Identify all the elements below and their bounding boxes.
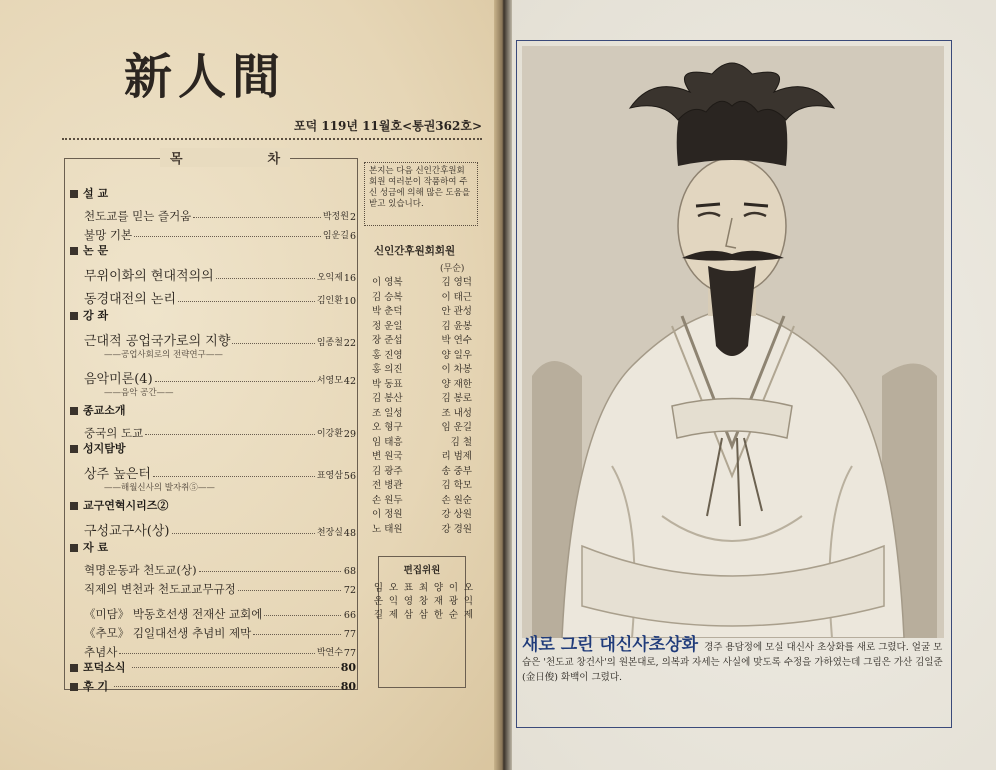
toc-entry [70,576,356,595]
section-bullet-icon [70,247,78,255]
magazine-masthead: 新人間 [124,49,287,105]
member-name: 이 태근 [441,291,472,303]
toc-leader-dots [114,686,339,687]
toc-leader-dots [253,634,341,635]
toc-section-name: 자 료 [83,541,109,554]
member-name: 박 춘덕 [372,306,403,317]
toc-entry-author: 표영삼 [316,471,343,481]
member-name: 송 중부 [441,465,472,477]
caption-title: 새로 그린 대신사초상화 [522,635,699,655]
member-name: 변 원국 [372,451,403,462]
toc-entry-title: 무위이화의 현대적의의 [84,269,214,284]
editors-title: 편집위원 [403,565,441,576]
committee-note: (무순) [440,264,465,274]
toc-entry-title: 구성교구사(상) [84,524,170,539]
member-name: 김 승복 [372,291,403,303]
toc-section-heading [70,306,356,325]
member-name: 정 운일 [372,320,403,332]
toc-entry-page: 68 [343,565,356,577]
toc-leader-dots [145,434,315,435]
toc-entry-title: 천도교를 믿는 즐거움 [84,208,192,223]
member-row [372,479,472,494]
member-name: 손 원두 [372,494,403,506]
toc-section-name: 후 기 [83,680,109,693]
member-row [372,349,472,364]
toc-entry-page: 48 [343,527,356,539]
toc-entry-page: 77 [343,628,356,640]
member-name: 안 관성 [441,306,472,317]
member-name: 강 경원 [441,523,472,535]
toc-entry-page: 6 [349,230,356,242]
member-name: 장 준섭 [372,335,403,346]
toc-heading-char-2: 차 [267,152,280,167]
toc-entry [70,601,356,620]
toc-entry [70,325,356,348]
member-row [372,508,472,523]
toc-section-heading [70,538,356,557]
member-row [372,421,472,436]
editor-name: 임운길 [371,582,383,623]
toc-leader-dots [199,571,341,572]
toc-leader-dots [238,590,341,591]
portrait-image [522,46,944,638]
toc-section-heading [70,658,356,677]
member-list [372,276,472,537]
committee-title: 신인간후원회회원 [374,245,456,257]
toc-entry-title: 중국의 도교 [84,425,144,440]
member-row [372,276,472,291]
toc-leader-dots [155,381,315,382]
toc-heading [160,148,290,167]
toc-entry-subtitle: ——음악 공간—— [104,388,174,399]
toc-section-heading [70,439,356,458]
table-of-contents [70,184,356,696]
toc-entry-page: 2 [349,211,356,223]
editor-name: 오익제 [461,582,473,623]
toc-entry [70,515,356,538]
toc-leader-dots [178,301,315,302]
member-row [372,291,472,306]
member-name: 김 윤봉 [441,320,472,332]
toc-leader-dots [153,476,315,477]
toc-entry-author: 오익제 [316,273,343,283]
portrait-illustration [522,46,944,638]
member-row [372,407,472,422]
section-bullet-icon [70,190,78,198]
member-row [372,363,472,378]
toc-entry [70,557,356,576]
toc-entry-title: 추념사 [84,644,118,659]
member-name: 김 학모 [441,480,472,491]
toc-heading-char-1: 목 [170,152,183,167]
editor-name: 오익제 [386,582,398,623]
toc-entry [70,363,356,386]
toc-leader-dots [232,343,314,344]
caption-text: 경주 용담정에 모실 대신사 초상화를 새로 그렸다. 얼굴 모습은 '천도교 창건사'의 원본대로, 의복과 자세는 사실에 맞도록 수정을 가하였는데 그림은 가산 김일준(金日俊) 화백이 그렸다. [522,642,943,683]
page-gutter [494,0,512,770]
toc-entry-title: 근대적 공업국가로의 지향 [84,334,231,349]
member-name: 김 광주 [372,465,403,477]
toc-section-name: 성지탐방 [83,442,126,455]
section-bullet-icon [70,544,78,552]
supporters-notice: 본지는 다음 신인간후원회 회원 여러분이 작품하여 주신 성금에 의해 많은 도움을 받고 있습니다. [364,162,478,226]
member-row [372,392,472,407]
editor-name: 최창삼 [416,582,428,623]
section-bullet-icon [70,312,78,320]
section-bullet-icon [70,407,78,415]
toc-section-name: 포덕소식 [83,661,126,674]
member-row [372,465,472,480]
member-name: 손 원순 [441,494,472,506]
toc-entry-title: 상주 높은터 [84,467,151,482]
member-name: 오 형구 [372,422,403,433]
member-row [372,305,472,320]
toc-leader-dots [132,667,339,668]
toc-entry-title: 《미담》 박동호선생 전재산 교회에 [84,606,263,621]
toc-entry-title: 음악미론(4) [84,372,153,387]
toc-leader-dots [193,217,321,218]
member-name: 전 병관 [372,480,403,491]
toc-entry-author: 박연수 [316,648,343,658]
toc-section-name: 설 교 [83,187,109,200]
toc-leader-dots [134,236,321,237]
member-name: 이 영복 [372,277,403,288]
toc-entry [70,203,356,222]
section-bullet-icon [70,664,78,672]
toc-entry-title: 혁명운동과 천도교(상) [84,562,197,577]
member-name: 양 일우 [441,349,472,361]
toc-entry-page: 29 [343,428,356,440]
toc-entry-author: 서영모 [316,376,343,386]
toc-entry-page: 77 [343,647,356,659]
toc-entry-subtitle: ——해월신사의 발자취⑤—— [104,483,215,494]
member-name: 강 상원 [441,509,472,520]
toc-entry-author: 천장실 [316,528,343,538]
editor-name: 양재한 [431,582,443,623]
member-name: 이 차봉 [441,364,472,375]
member-row [372,334,472,349]
toc-leader-dots [264,615,341,616]
dotted-divider [62,138,482,140]
member-row [372,450,472,465]
member-name: 이 정원 [372,509,403,520]
toc-section-name: 논 문 [83,244,109,257]
toc-entry [70,420,356,439]
toc-entry [70,620,356,639]
toc-section-heading [70,496,356,515]
toc-entry-author: 임운길 [322,231,349,241]
toc-entry-page: 22 [343,337,356,349]
toc-entry-page: 10 [343,295,356,307]
toc-entry-author: 임종철 [316,338,343,348]
member-name: 조 일성 [372,407,403,419]
toc-section-name: 종교소개 [83,404,126,417]
member-name: 임 운길 [441,422,472,433]
section-bullet-icon [70,445,78,453]
toc-entry-subtitle: ——공업사회로의 전략연구—— [104,350,223,361]
member-name: 김 철 [450,436,472,448]
toc-entry-author: 이강환 [316,429,343,439]
issue-line: 포덕 119년 11월호<통권362호> [294,119,482,133]
toc-section-heading [70,401,356,420]
toc-entry-page: 80 [340,661,356,674]
toc-entry-title: 직제의 변천과 천도교교무규정 [84,581,236,596]
member-name: 김 봉로 [441,393,472,404]
toc-entry [70,639,356,658]
toc-entry-title: 동경대전의 논리 [84,292,177,307]
section-bullet-icon [70,502,78,510]
section-bullet-icon [70,683,78,691]
editors-list [371,582,473,623]
toc-entry [70,222,356,241]
editor-name: 표영삼 [401,582,413,623]
toc-section-name: 강 좌 [83,309,109,322]
member-row [372,378,472,393]
toc-entry [70,458,356,481]
toc-leader-dots [119,653,314,654]
toc-entry [70,260,356,283]
editors-box [371,556,473,688]
member-name: 임 태흥 [372,436,403,448]
member-row [372,494,472,509]
member-row [372,320,472,335]
member-name: 리 범제 [441,451,472,462]
member-row [372,436,472,451]
toc-section-name: 교구연혁시리즈② [83,499,169,512]
toc-leader-dots [216,278,315,279]
toc-leader-dots [172,533,315,534]
toc-section-heading [70,677,356,696]
member-name: 양 재한 [441,378,472,390]
toc-entry-author: 박정원 [322,212,349,222]
toc-entry-page: 56 [343,470,356,482]
toc-entry-page: 42 [343,375,356,387]
toc-section-heading [70,241,356,260]
member-name: 홍 의진 [372,364,403,375]
member-name: 박 연수 [441,335,472,346]
member-name: 조 내성 [441,407,472,419]
toc-entry-page: 66 [343,609,356,621]
member-name: 노 태원 [372,523,403,535]
member-name: 박 동표 [372,378,403,390]
toc-entry-title: 불망 기본 [84,227,133,242]
editor-name: 이광순 [446,582,458,623]
member-name: 김 봉산 [372,393,403,404]
toc-entry-author: 김인환 [316,296,343,306]
toc-entry-page: 16 [343,272,356,284]
toc-entry-page: 80 [340,680,356,693]
toc-entry [70,283,356,306]
member-name: 김 영덕 [441,277,472,288]
photo-caption [522,635,944,685]
toc-entry-page: 72 [343,584,356,596]
toc-entry-title: 《추모》 김일대선생 추념비 제막 [84,625,252,640]
member-row [372,523,472,538]
member-name: 홍 진영 [372,349,403,361]
toc-section-heading [70,184,356,203]
